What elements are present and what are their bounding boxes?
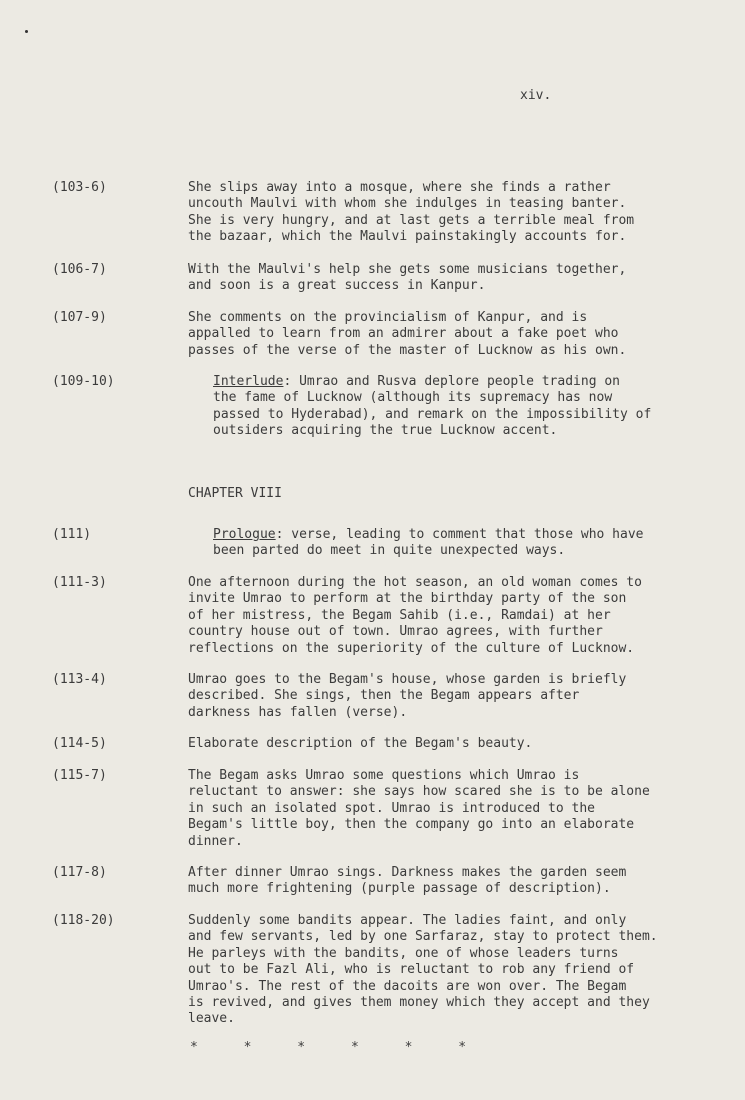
page-ref: (106-7) (52, 262, 107, 277)
interlude-text: : Umrao and Rusva deplore people trading on the fame of Lucknow (although its supremacy has now passed to Hyderabad), and remark on the impossibility of outsiders acquiring the true Lucknow accent. (213, 374, 652, 439)
interlude-paragraph (213, 374, 703, 440)
summary-paragraph: Umrao goes to the Begam's house, whose garden is briefly described. She sings, then the Begam appears after darkness has fallen (verse). (188, 672, 627, 720)
page-ref: (111-3) (52, 575, 107, 590)
page-ref: (114-5) (52, 736, 107, 751)
summary-paragraph: Suddenly some bandits appear. The ladies faint, and only and few servants, led by one Sarfaraz, stay to protect them. He parleys with the bandits, one of whose leaders turns out to be Fazl Ali, who is reluctant to rob any friend of Umrao's. The rest of the dacoits are won over. The Begam is revived, and gives them money which they accept and they leave. (188, 913, 658, 1027)
section-end-stars: * * * * * * (190, 1040, 486, 1055)
page-ref: (113-4) (52, 672, 107, 687)
prologue-text: : verse, leading to comment that those who have been parted do meet in quite unexpected ways. (213, 527, 644, 559)
summary-paragraph: The Begam asks Umrao some questions which Umrao is reluctant to answer: she says how scared she is to be alone in such an isolated spot. Umrao is introduced to the Begam's little boy, then the company go into an elaborate dinner. (188, 768, 650, 849)
interlude-label: Interlude (213, 374, 284, 389)
page-ref: (117-8) (52, 865, 107, 880)
prologue-paragraph (213, 527, 703, 560)
summary-paragraph: Elaborate description of the Begam's beauty. (188, 736, 533, 751)
summary-paragraph: She slips away into a mosque, where she finds a rather uncouth Maulvi with whom she indulges in teasing banter. She is very hungry, and at last gets a terrible meal from the bazaar, which the Maulvi painstakingly accounts for. (188, 180, 635, 245)
summary-paragraph: After dinner Umrao sings. Darkness makes the garden seem much more frightening (purple passage of description). (188, 865, 627, 897)
summary-paragraph: With the Maulvi's help she gets some musicians together, and soon is a great success in Kanpur. (188, 262, 627, 294)
chapter-heading: CHAPTER VIII (188, 486, 282, 501)
page-ref: (109-10) (52, 374, 115, 389)
prologue-label: Prologue (213, 527, 276, 542)
page-ref: (103-6) (52, 180, 107, 195)
page-number: xiv. (520, 88, 552, 103)
page-ref: (111) (52, 527, 92, 542)
page-speck (25, 30, 28, 33)
page-ref: (107-9) (52, 310, 107, 325)
summary-paragraph: One afternoon during the hot season, an old woman comes to invite Umrao to perform at the birthday party of the son of her mistress, the Begam Sahib (i.e., Ramdai) at her country house out of town. Umrao agrees, with further reflections on the superiority of the culture of Lucknow. (188, 575, 642, 656)
summary-paragraph: She comments on the provincialism of Kanpur, and is appalled to learn from an admirer about a fake poet who passes of the verse of the master of Lucknow as his own. (188, 310, 627, 358)
page-ref: (115-7) (52, 768, 107, 783)
page-ref: (118-20) (52, 913, 115, 928)
